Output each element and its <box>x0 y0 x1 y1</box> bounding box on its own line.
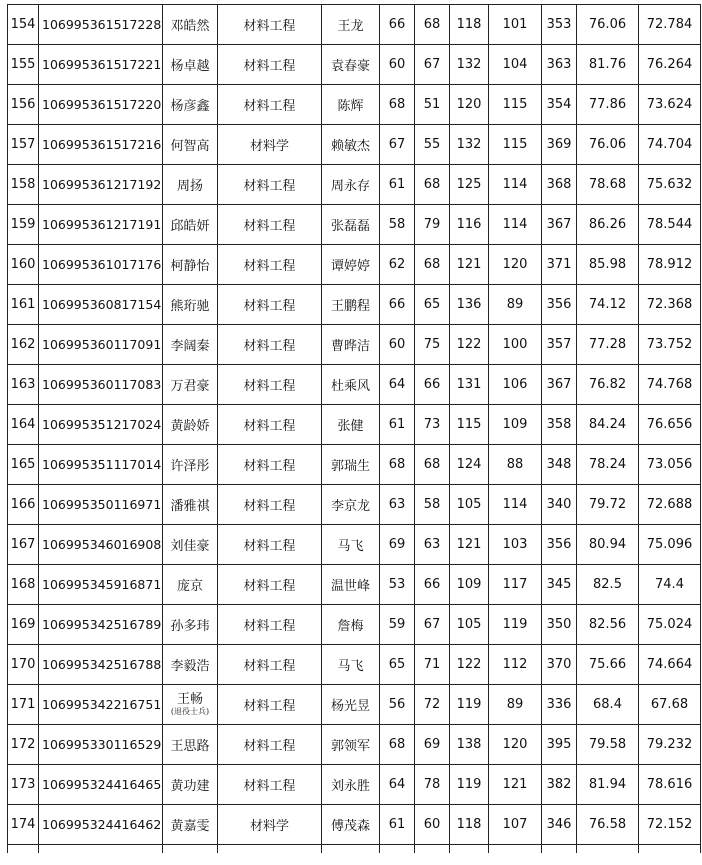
empty-cell <box>577 845 639 854</box>
score-3-cell: 132 <box>450 125 489 165</box>
interview-score-cell: 76.06 <box>577 5 639 45</box>
student-name-cell: 杨彦鑫 <box>163 85 218 125</box>
score-1-cell: 62 <box>380 245 415 285</box>
major-cell: 材料工程 <box>218 5 322 45</box>
exam-id-cell: 106995342516789 <box>39 605 163 645</box>
score-4-cell: 101 <box>489 5 542 45</box>
student-name-cell: 潘雅祺 <box>163 485 218 525</box>
table-row <box>8 645 701 685</box>
advisor-cell: 温世峰 <box>322 565 380 605</box>
score-3-cell: 115 <box>450 405 489 445</box>
score-2-cell: 68 <box>415 5 450 45</box>
score-4-cell: 100 <box>489 325 542 365</box>
exam-id-cell: 106995361517221 <box>39 45 163 85</box>
student-name-cell: 邓皓然 <box>163 5 218 45</box>
exam-id-cell: 106995350116971 <box>39 485 163 525</box>
row-number-cell: 154 <box>8 5 39 45</box>
total-score-cell: 369 <box>542 125 577 165</box>
score-2-cell: 63 <box>415 525 450 565</box>
score-3-cell: 109 <box>450 565 489 605</box>
table-row <box>8 125 701 165</box>
student-name: 王畅 <box>176 691 203 707</box>
student-name-cell <box>163 685 218 725</box>
score-3-cell: 122 <box>450 325 489 365</box>
score-2-cell: 67 <box>415 45 450 85</box>
final-score-cell: 78.616 <box>639 765 701 805</box>
row-number-cell: 159 <box>8 205 39 245</box>
score-3-cell: 121 <box>450 525 489 565</box>
student-name-cell: 许泽彤 <box>163 445 218 485</box>
major-cell: 材料工程 <box>218 685 322 725</box>
advisor-cell: 马飞 <box>322 525 380 565</box>
score-1-cell: 63 <box>380 485 415 525</box>
score-1-cell: 59 <box>380 605 415 645</box>
major-cell: 材料工程 <box>218 765 322 805</box>
score-3-cell: 120 <box>450 85 489 125</box>
exam-id-cell: 106995360817154 <box>39 285 163 325</box>
final-score-cell: 75.096 <box>639 525 701 565</box>
final-score-cell: 78.544 <box>639 205 701 245</box>
empty-cell <box>39 845 163 854</box>
interview-score-cell: 68.4 <box>577 685 639 725</box>
total-score-cell: 370 <box>542 645 577 685</box>
row-number-cell: 172 <box>8 725 39 765</box>
exam-id-cell: 106995342216751 <box>39 685 163 725</box>
table-row <box>8 525 701 565</box>
advisor-cell: 王龙 <box>322 5 380 45</box>
final-score-cell: 72.368 <box>639 285 701 325</box>
final-score-cell: 73.624 <box>639 85 701 125</box>
row-number-cell: 173 <box>8 765 39 805</box>
score-2-cell: 75 <box>415 325 450 365</box>
score-2-cell: 60 <box>415 805 450 845</box>
student-name-cell: 孙多玮 <box>163 605 218 645</box>
score-1-cell: 68 <box>380 725 415 765</box>
table-body <box>8 5 701 854</box>
score-1-cell: 53 <box>380 565 415 605</box>
score-1-cell: 64 <box>380 765 415 805</box>
exam-id-cell: 106995361017176 <box>39 245 163 285</box>
advisor-cell: 詹梅 <box>322 605 380 645</box>
exam-id-cell: 106995324416462 <box>39 805 163 845</box>
row-number-cell: 165 <box>8 445 39 485</box>
exam-id-cell: 106995361217191 <box>39 205 163 245</box>
table-row <box>8 245 701 285</box>
final-score-cell: 72.688 <box>639 485 701 525</box>
major-cell: 材料工程 <box>218 405 322 445</box>
exam-id-cell: 106995346016908 <box>39 525 163 565</box>
score-3-cell: 119 <box>450 685 489 725</box>
total-score-cell: 346 <box>542 805 577 845</box>
interview-score-cell: 78.24 <box>577 445 639 485</box>
interview-score-cell: 86.26 <box>577 205 639 245</box>
major-cell: 材料工程 <box>218 165 322 205</box>
major-cell: 材料工程 <box>218 605 322 645</box>
empty-cell <box>542 845 577 854</box>
score-4-cell: 115 <box>489 125 542 165</box>
score-4-cell: 121 <box>489 765 542 805</box>
student-name-cell: 王思路 <box>163 725 218 765</box>
interview-score-cell: 81.94 <box>577 765 639 805</box>
score-1-cell: 66 <box>380 285 415 325</box>
final-score-cell: 74.664 <box>639 645 701 685</box>
final-score-cell: 75.632 <box>639 165 701 205</box>
advisor-cell: 刘永胜 <box>322 765 380 805</box>
score-2-cell: 67 <box>415 605 450 645</box>
score-3-cell: 105 <box>450 605 489 645</box>
final-score-cell: 67.68 <box>639 685 701 725</box>
score-2-cell: 66 <box>415 365 450 405</box>
final-score-cell: 79.232 <box>639 725 701 765</box>
score-2-cell: 68 <box>415 445 450 485</box>
student-name-cell: 庞京 <box>163 565 218 605</box>
student-name-cell: 黄嘉雯 <box>163 805 218 845</box>
total-score-cell: 356 <box>542 525 577 565</box>
score-3-cell: 122 <box>450 645 489 685</box>
advisor-cell: 赖敏杰 <box>322 125 380 165</box>
score-2-cell: 65 <box>415 285 450 325</box>
score-2-cell: 71 <box>415 645 450 685</box>
row-number-cell: 174 <box>8 805 39 845</box>
major-cell: 材料工程 <box>218 525 322 565</box>
advisor-cell: 郭领军 <box>322 725 380 765</box>
score-2-cell: 73 <box>415 405 450 445</box>
score-4-cell: 114 <box>489 165 542 205</box>
interview-score-cell: 82.5 <box>577 565 639 605</box>
major-cell: 材料工程 <box>218 445 322 485</box>
advisor-cell: 周永存 <box>322 165 380 205</box>
interview-score-cell: 81.76 <box>577 45 639 85</box>
empty-cell <box>489 845 542 854</box>
score-2-cell: 55 <box>415 125 450 165</box>
advisor-cell: 傅茂森 <box>322 805 380 845</box>
empty-cell <box>380 845 415 854</box>
score-3-cell: 105 <box>450 485 489 525</box>
student-name-cell: 刘佳豪 <box>163 525 218 565</box>
total-score-cell: 345 <box>542 565 577 605</box>
empty-cell <box>450 845 489 854</box>
score-3-cell: 131 <box>450 365 489 405</box>
interview-score-cell: 75.66 <box>577 645 639 685</box>
exam-id-cell: 106995345916871 <box>39 565 163 605</box>
student-name-cell: 黄龄娇 <box>163 405 218 445</box>
score-4-cell: 109 <box>489 405 542 445</box>
score-1-cell: 58 <box>380 205 415 245</box>
score-1-cell: 61 <box>380 165 415 205</box>
advisor-cell: 马飞 <box>322 645 380 685</box>
score-2-cell: 79 <box>415 205 450 245</box>
score-3-cell: 125 <box>450 165 489 205</box>
score-4-cell: 120 <box>489 725 542 765</box>
student-name-cell: 杨卓越 <box>163 45 218 85</box>
score-1-cell: 68 <box>380 85 415 125</box>
interview-score-cell: 77.86 <box>577 85 639 125</box>
final-score-cell: 72.784 <box>639 5 701 45</box>
advisor-cell: 袁春豪 <box>322 45 380 85</box>
empty-cell <box>163 845 218 854</box>
row-number-cell: 162 <box>8 325 39 365</box>
final-score-cell: 78.912 <box>639 245 701 285</box>
row-number-cell: 169 <box>8 605 39 645</box>
score-3-cell: 138 <box>450 725 489 765</box>
advisor-cell: 李京龙 <box>322 485 380 525</box>
interview-score-cell: 78.68 <box>577 165 639 205</box>
score-1-cell: 68 <box>380 445 415 485</box>
score-1-cell: 60 <box>380 325 415 365</box>
score-2-cell: 58 <box>415 485 450 525</box>
score-4-cell: 115 <box>489 85 542 125</box>
interview-score-cell: 79.72 <box>577 485 639 525</box>
major-cell: 材料工程 <box>218 365 322 405</box>
exam-id-cell: 106995351117014 <box>39 445 163 485</box>
score-1-cell: 65 <box>380 645 415 685</box>
table-row <box>8 365 701 405</box>
score-4-cell: 114 <box>489 485 542 525</box>
row-number-cell: 170 <box>8 645 39 685</box>
advisor-cell: 王鹏程 <box>322 285 380 325</box>
empty-cell <box>322 845 380 854</box>
score-2-cell: 66 <box>415 565 450 605</box>
interview-score-cell: 79.58 <box>577 725 639 765</box>
row-number-cell: 158 <box>8 165 39 205</box>
table-row <box>8 765 701 805</box>
major-cell: 材料工程 <box>218 285 322 325</box>
row-number-cell: 171 <box>8 685 39 725</box>
interview-score-cell: 84.24 <box>577 405 639 445</box>
row-number-cell: 163 <box>8 365 39 405</box>
score-4-cell: 120 <box>489 245 542 285</box>
row-number-cell: 155 <box>8 45 39 85</box>
total-score-cell: 367 <box>542 205 577 245</box>
interview-score-cell: 77.28 <box>577 325 639 365</box>
row-number-cell: 164 <box>8 405 39 445</box>
advisor-cell: 曹晔洁 <box>322 325 380 365</box>
final-score-cell: 75.024 <box>639 605 701 645</box>
final-score-cell: 72.152 <box>639 805 701 845</box>
interview-score-cell: 85.98 <box>577 245 639 285</box>
score-4-cell: 106 <box>489 365 542 405</box>
score-1-cell: 64 <box>380 365 415 405</box>
exam-id-cell: 106995360117091 <box>39 325 163 365</box>
exam-id-cell: 106995361217192 <box>39 165 163 205</box>
interview-score-cell: 76.06 <box>577 125 639 165</box>
admission-score-table <box>7 4 701 853</box>
interview-score-cell: 82.56 <box>577 605 639 645</box>
final-score-cell: 76.656 <box>639 405 701 445</box>
exam-id-cell: 106995361517216 <box>39 125 163 165</box>
score-2-cell: 69 <box>415 725 450 765</box>
score-4-cell: 107 <box>489 805 542 845</box>
major-cell: 材料工程 <box>218 565 322 605</box>
total-score-cell: 368 <box>542 165 577 205</box>
score-2-cell: 78 <box>415 765 450 805</box>
row-number-cell: 167 <box>8 525 39 565</box>
exam-id-cell: 106995342516788 <box>39 645 163 685</box>
table-row <box>8 5 701 45</box>
score-4-cell: 89 <box>489 285 542 325</box>
exam-id-cell: 106995330116529 <box>39 725 163 765</box>
major-cell: 材料工程 <box>218 205 322 245</box>
score-1-cell: 67 <box>380 125 415 165</box>
table-row <box>8 805 701 845</box>
major-cell: 材料工程 <box>218 485 322 525</box>
interview-score-cell: 76.82 <box>577 365 639 405</box>
exam-id-cell: 106995360117083 <box>39 365 163 405</box>
score-2-cell: 68 <box>415 165 450 205</box>
student-name-cell: 何智高 <box>163 125 218 165</box>
advisor-cell: 郭瑞生 <box>322 445 380 485</box>
total-score-cell: 371 <box>542 245 577 285</box>
major-cell: 材料工程 <box>218 325 322 365</box>
final-score-cell: 74.4 <box>639 565 701 605</box>
advisor-cell: 杜乘风 <box>322 365 380 405</box>
final-score-cell: 74.704 <box>639 125 701 165</box>
total-score-cell: 350 <box>542 605 577 645</box>
exam-id-cell: 106995324416465 <box>39 765 163 805</box>
total-score-cell: 395 <box>542 725 577 765</box>
student-name-cell: 熊珩驰 <box>163 285 218 325</box>
table-row <box>8 685 701 725</box>
score-3-cell: 121 <box>450 245 489 285</box>
row-number-cell: 157 <box>8 125 39 165</box>
interview-score-cell: 80.94 <box>577 525 639 565</box>
final-score-cell: 73.056 <box>639 445 701 485</box>
score-1-cell: 61 <box>380 405 415 445</box>
total-score-cell: 348 <box>542 445 577 485</box>
row-number-cell: 160 <box>8 245 39 285</box>
score-3-cell: 132 <box>450 45 489 85</box>
score-4-cell: 112 <box>489 645 542 685</box>
empty-cell <box>218 845 322 854</box>
student-name-cell: 黄功建 <box>163 765 218 805</box>
row-number-cell: 166 <box>8 485 39 525</box>
score-2-cell: 72 <box>415 685 450 725</box>
exam-id-cell: 106995351217024 <box>39 405 163 445</box>
score-3-cell: 118 <box>450 5 489 45</box>
score-1-cell: 61 <box>380 805 415 845</box>
table-row <box>8 485 701 525</box>
student-name-cell: 李阔秦 <box>163 325 218 365</box>
table-row <box>8 205 701 245</box>
major-cell: 材料工程 <box>218 645 322 685</box>
student-name-cell: 李毅浩 <box>163 645 218 685</box>
score-1-cell: 66 <box>380 5 415 45</box>
score-1-cell: 60 <box>380 45 415 85</box>
table-row <box>8 725 701 765</box>
table-row <box>8 565 701 605</box>
final-score-cell: 73.752 <box>639 325 701 365</box>
major-cell: 材料工程 <box>218 725 322 765</box>
exam-id-cell: 106995361517220 <box>39 85 163 125</box>
score-4-cell: 89 <box>489 685 542 725</box>
total-score-cell: 382 <box>542 765 577 805</box>
total-score-cell: 353 <box>542 5 577 45</box>
advisor-cell: 张健 <box>322 405 380 445</box>
table-row <box>8 445 701 485</box>
major-cell: 材料工程 <box>218 85 322 125</box>
total-score-cell: 354 <box>542 85 577 125</box>
score-2-cell: 51 <box>415 85 450 125</box>
score-4-cell: 103 <box>489 525 542 565</box>
score-4-cell: 104 <box>489 45 542 85</box>
student-name-note: (退役士兵) <box>170 706 210 716</box>
student-name-cell: 柯静怡 <box>163 245 218 285</box>
score-4-cell: 117 <box>489 565 542 605</box>
student-name-cell: 万君豪 <box>163 365 218 405</box>
total-score-cell: 340 <box>542 485 577 525</box>
score-4-cell: 88 <box>489 445 542 485</box>
major-cell: 材料学 <box>218 125 322 165</box>
score-2-cell: 68 <box>415 245 450 285</box>
advisor-cell: 张磊磊 <box>322 205 380 245</box>
table-row <box>8 405 701 445</box>
total-score-cell: 357 <box>542 325 577 365</box>
table-row <box>8 85 701 125</box>
final-score-cell: 76.264 <box>639 45 701 85</box>
score-3-cell: 124 <box>450 445 489 485</box>
student-name-cell: 邱皓妍 <box>163 205 218 245</box>
exam-id-cell: 106995361517228 <box>39 5 163 45</box>
advisor-cell: 陈辉 <box>322 85 380 125</box>
empty-cell <box>639 845 701 854</box>
table-row <box>8 605 701 645</box>
advisor-cell: 杨光昱 <box>322 685 380 725</box>
score-4-cell: 119 <box>489 605 542 645</box>
score-3-cell: 118 <box>450 805 489 845</box>
major-cell: 材料学 <box>218 805 322 845</box>
score-1-cell: 56 <box>380 685 415 725</box>
table-row <box>8 45 701 85</box>
row-number-cell: 156 <box>8 85 39 125</box>
score-3-cell: 119 <box>450 765 489 805</box>
table-row <box>8 325 701 365</box>
score-3-cell: 116 <box>450 205 489 245</box>
major-cell: 材料工程 <box>218 245 322 285</box>
total-score-cell: 363 <box>542 45 577 85</box>
table-row <box>8 285 701 325</box>
row-number-cell: 168 <box>8 565 39 605</box>
score-4-cell: 114 <box>489 205 542 245</box>
total-score-cell: 358 <box>542 405 577 445</box>
table-row <box>8 165 701 205</box>
total-score-cell: 356 <box>542 285 577 325</box>
empty-cell <box>415 845 450 854</box>
advisor-cell: 谭婷婷 <box>322 245 380 285</box>
interview-score-cell: 74.12 <box>577 285 639 325</box>
final-score-cell: 74.768 <box>639 365 701 405</box>
score-1-cell: 69 <box>380 525 415 565</box>
interview-score-cell: 76.58 <box>577 805 639 845</box>
total-score-cell: 367 <box>542 365 577 405</box>
table-row-partial <box>8 845 701 854</box>
empty-cell <box>8 845 39 854</box>
major-cell: 材料工程 <box>218 45 322 85</box>
score-3-cell: 136 <box>450 285 489 325</box>
row-number-cell: 161 <box>8 285 39 325</box>
total-score-cell: 336 <box>542 685 577 725</box>
student-name-cell: 周扬 <box>163 165 218 205</box>
